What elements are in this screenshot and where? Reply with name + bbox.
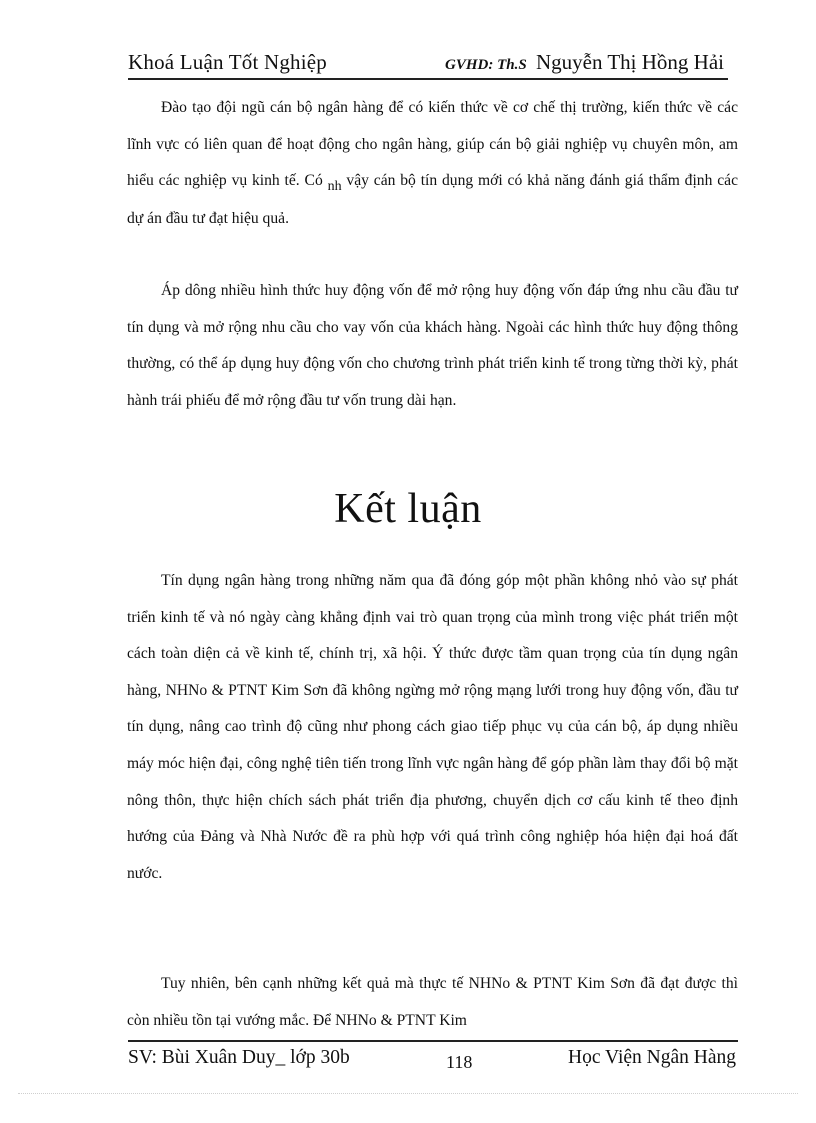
conclusion-heading: Kết luận [334,486,482,532]
advisor [445,50,724,75]
page-bottom-divider [18,1093,798,1094]
advisor-name: Nguyễn Thị Hồng Hải [535,50,724,74]
p1-subscript: nh [327,179,342,195]
p4-text: Tuy nhiên, bên cạnh những kết quả mà thực tế NHNo & PTNT Kim Sơn đã đạt được thì còn nhiều tồn tại vướng mắc. Để NHNo & PTNT Kim [127,975,738,1029]
page-number: 118 [446,1052,473,1072]
school-name: Học Viện Ngân Hàng [568,1047,736,1068]
p3-text: Tín dụng ngân hàng trong những năm qua đã đóng góp một phần không nhỏ vào sự phát triển kinh tế và nó ngày càng khẳng định vai trò quan trọng của mình trong việc phát triển một cách toàn diện cả về kinh tế, chính trị, xã hội. Ý thức được tầm quan trọng của tín dụng ngân hàng, NHNo & PTNT Kim Sơn đã không ngừng mở rộng mạng lưới trong huy động vốn, đầu tư tín dụng, nâng cao trình độ cũng như phong cách giao tiếp phục vụ của cán bộ, áp dụng nhiều máy móc hiện đại, công nghệ tiên tiến trong lĩnh vực ngân hàng để góp phần làm thay đổi bộ mặt nông thôn, thực hiện chích sách phát triển địa phương, chuyển dịch cơ cấu kinh tế theo định hướng của Đảng và Nhà Nước đề ra phù hợp với quá trình công nghiệp hóa hiện đại hoá đất nước. [127,572,738,882]
paragraph-training [127,90,738,237]
p2-text: Áp dông nhiều hình thức huy động vốn để mở rộng huy động vốn đáp ứng nhu cầu đầu tư tín dụng và mở rộng nhu cầu cho vay vốn của khách hàng. Ngoài các hình thức huy động thông thường, có thể áp dụng huy động vốn cho chương trình phát triển kinh tế trong từng thời kỳ, phát hành trái phiếu để mở rộng đầu tư vốn trung dài hạn. [127,282,738,409]
p1-text-end: vậy cán bộ tín dụng mới có khả năng đánh giá thẩm định các dự án đầu tư đạt hiệu quả. [127,172,738,227]
page-header [128,48,728,80]
thesis-title: Khoá Luận Tốt Nghiệp [128,50,327,74]
paragraph-capital-mobilization [127,273,738,419]
p1-text-start: Đào tạo đội ngũ cán bộ ngân hàng để có kiến thức về cơ chế thị trường, kiến thức về các lĩnh vực có liên quan để hoạt động cho ngân hàng, giúp cán bộ giải nghiệp vụ chuyên môn, am hiểu các nghiệp vụ kinh tế. Có [127,99,738,190]
student-info: SV: Bùi Xuân Duy_ lớp 30b [128,1047,350,1068]
paragraph-conclusion-2 [127,966,738,1039]
paragraph-conclusion-1 [127,563,738,892]
advisor-prefix: GVHD: Th.S [445,57,527,73]
page-footer [128,1040,738,1078]
